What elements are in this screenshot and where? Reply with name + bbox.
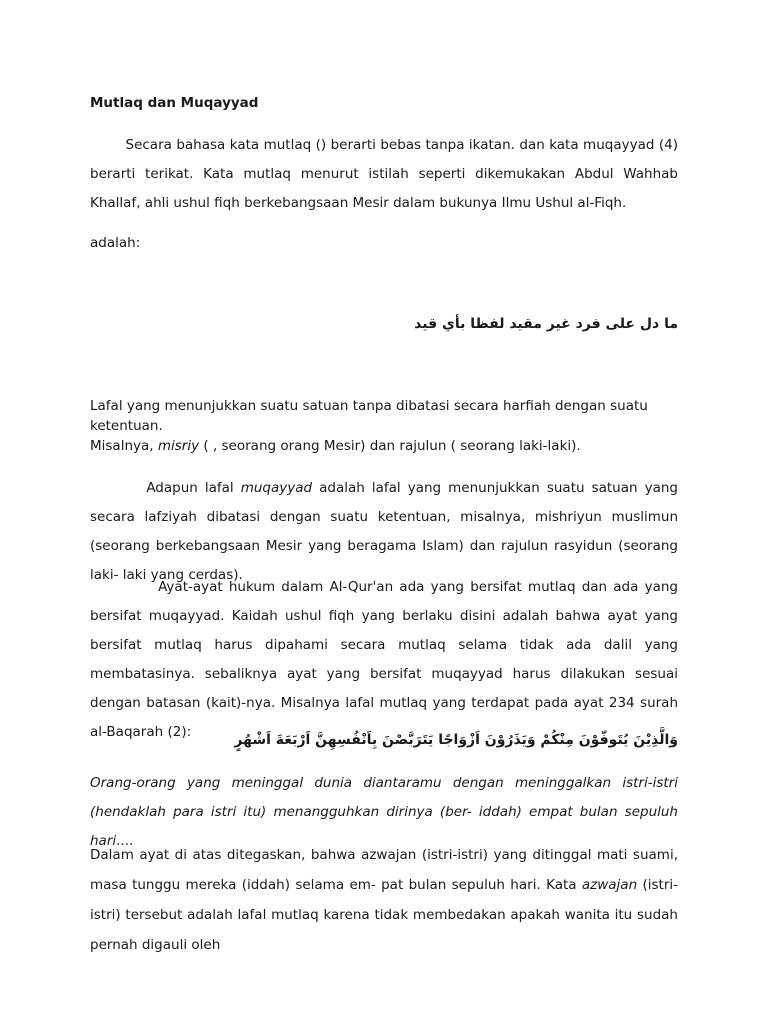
text-segment: (istri-istri) tersebut adalah lafal mutlaq karena tidak membedakan apakah wanita itu sudah pernah digauli oleh xyxy=(90,877,678,953)
arabic-definition-text: ما دل على فرد غير مقيد لفظا بأي قيد xyxy=(414,316,678,332)
text-segment: Adapun lafal xyxy=(90,480,241,496)
text-segment: Misalnya, xyxy=(90,438,158,454)
italic-translation: Orang-orang yang meninggal dunia diantaramu dengan meninggalkan istri-istri (hendaklah para istri itu) menangguhkan dirinya (ber- iddah) empat bulan sepuluh hari xyxy=(90,775,678,849)
document-title: Mutlaq dan Muqayyad xyxy=(90,95,259,111)
paragraph-quran-verses: Ayat-ayat hukum dalam Al-Qur'an ada yang bersifat mutlaq dan ada yang bersifat muqayyad. Kaidah ushul fiqh yang berlaku disini adalah bahwa ayat yang bersifat mutlaq harus dipahami secara mutlaq selama tidak ada dalil yang membatasinya. sebaliknya ayat yang bersifat muqayyad harus dilakukan sesuai dengan batasan (kait)-nya. Misalnya lafal mutlaq yang terdapat pada ayat 234 surah al-Baqarah (2): xyxy=(90,579,683,740)
italic-term: muqayyad xyxy=(240,480,313,496)
italic-term: azwajan xyxy=(581,877,638,893)
paragraph-azwajan-explanation xyxy=(90,840,678,960)
paragraph-example-misriy xyxy=(90,436,678,456)
text-segment: Dalam ayat di atas ditegaskan, bahwa azwajan (istri-istri) yang ditinggal mati suami, masa tunggu mereka (iddah) selama em- pat bulan sepuluh hari. Kata xyxy=(90,847,678,893)
text-segment: .... xyxy=(116,833,134,849)
paragraph-adalah: adalah: xyxy=(90,235,141,251)
text-segment: adalah lafal yang menunjukkan suatu satuan yang secara lafziyah dibatasi dengan suatu ketentuan, misalnya, mishriyun muslimun (seorang berkebangsaan Mesir yang beragama Islam) dan rajulun rasyidun (seorang laki- laki yang cerdas). xyxy=(90,480,683,583)
arabic-verse-text: وَالَّذِيْنَ يُتَوفّوْنَ مِنْكُمْ وَيَذَرُوْنَ اَزْوَاجًا يَتَرَبَّصْنَ بِاَنْفُسِهِنَّ اَرْبَعَةَ اَشْهُرٍ xyxy=(234,732,678,748)
italic-term: misriy xyxy=(157,438,200,454)
text-segment: ( , seorang orang Mesir) dan rajulun ( seorang laki-laki). xyxy=(199,438,581,454)
paragraph-definition-mutlaq: Secara bahasa kata mutlaq () berarti bebas tanpa ikatan. dan kata muqayyad (4) berarti terikat. Kata mutlaq menurut istilah seperti dikemukakan Abdul Wahhab Khallaf, ahli ushul fiqh berkebangsaan Mesir dalam bukunya Ilmu Ushul al-Fiqh. xyxy=(90,137,683,211)
paragraph-lafal-definition: Lafal yang menunjukkan suatu satuan tanpa dibatasi secara harfiah dengan suatu ketentuan. xyxy=(90,398,648,434)
